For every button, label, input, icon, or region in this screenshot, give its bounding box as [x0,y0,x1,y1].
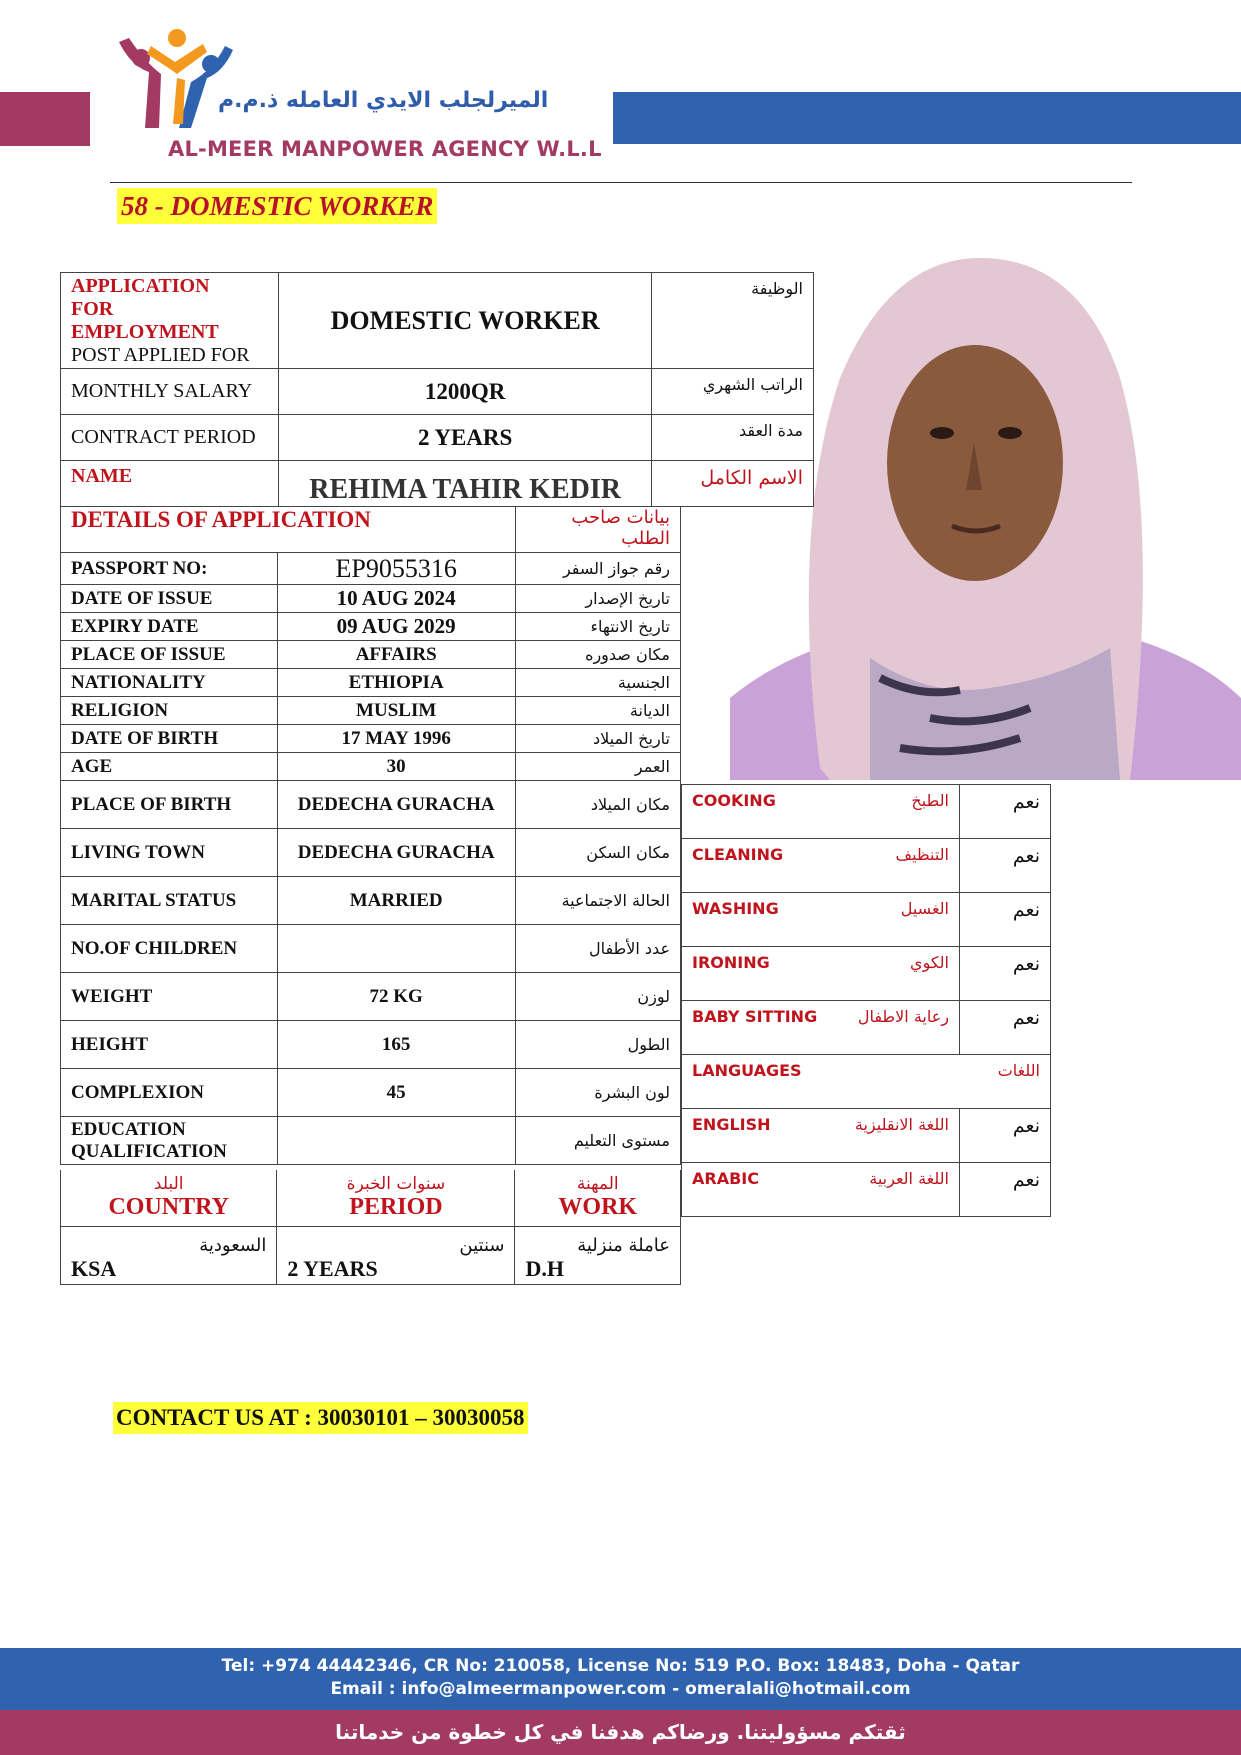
detail-value: MUSLIM [277,697,515,725]
detail-label-ar: مكان الميلاد [515,781,680,829]
skill-yes: نعم [960,947,1051,1001]
language-yes: نعم [960,1163,1051,1217]
page-title: 58 - DOMESTIC WORKER [117,188,437,224]
experience-table [60,1170,681,1285]
salary-label: MONTHLY SALARY [61,369,279,415]
post-label-line4: POST APPLIED FOR [71,343,250,366]
detail-value: 17 MAY 1996 [277,725,515,753]
skill-cell [682,839,960,893]
experience-period-cell [277,1226,515,1284]
language-name: ENGLISH [692,1115,771,1134]
detail-value: 72 KG [277,973,515,1021]
experience-work-ar: عاملة منزلية [577,1234,670,1256]
detail-label-ar: الديانة [515,697,680,725]
name-value: REHIMA TAHIR KEDIR [279,461,652,507]
company-logo-icon [115,28,235,136]
name-label-ar: الاسم الكامل [652,461,814,507]
experience-work-cell [515,1226,681,1284]
skill-yes: نعم [960,839,1051,893]
salary-value: 1200QR [279,369,652,415]
experience-country-cell [61,1226,277,1284]
detail-value: ETHIOPIA [277,669,515,697]
detail-label-ar: مكان صدوره [515,641,680,669]
post-label-line2: FOR [71,297,114,320]
detail-label: MARITAL STATUS [61,877,278,925]
language-cell [682,1163,960,1217]
detail-label: HEIGHT [61,1021,278,1069]
education-value [277,1117,515,1165]
details-heading-ar: بيانات صاحب الطلب [515,507,680,553]
skill-name-ar: التنظيف [895,845,949,864]
education-label-cell [61,1117,278,1165]
experience-country: KSA [71,1255,117,1281]
header-band-right [613,92,1241,144]
detail-value: MARRIED [277,877,515,925]
detail-value: 165 [277,1021,515,1069]
education-label-ar: مستوى التعليم [515,1117,680,1165]
skill-cell [682,893,960,947]
detail-label: WEIGHT [61,973,278,1021]
footer-line1: Tel: +974 44442346, CR No: 210058, License No: 519 P.O. Box: 18483, Doha - Qatar [221,1656,1020,1676]
detail-label: COMPLEXION [61,1069,278,1117]
details-table [60,506,681,1165]
skill-cell [682,1001,960,1055]
country-header-ar: البلد [153,1174,184,1195]
passport-value: EP9055316 [277,553,515,585]
detail-label-ar: العمر [515,753,680,781]
logo-arabic-text: الميرلجلب الايدي العامله ذ.م.م [218,88,549,113]
post-value: DOMESTIC WORKER [279,273,652,369]
languages-label-ar: اللغات [997,1061,1040,1080]
work-header-ar: المهنة [576,1174,619,1195]
period-header-ar: سنوات الخبرة [346,1174,446,1195]
post-label-line3: EMPLOYMENT [71,320,219,343]
skill-name: WASHING [692,899,779,918]
contact-text: CONTACT US AT : 30030101 – 30030058 [113,1402,528,1434]
contract-label-ar: مدة العقد [652,415,814,461]
name-label: NAME [61,461,279,507]
detail-label: NATIONALITY [61,669,278,697]
skill-name-ar: الكوي [910,953,949,972]
language-name: ARABIC [692,1169,759,1188]
detail-label-ar: رقم جواز السفر [515,553,680,585]
detail-label-ar: عدد الأطفال [515,925,680,973]
country-header-en: COUNTRY [108,1194,229,1221]
detail-label: AGE [61,753,278,781]
skill-yes: نعم [960,1001,1051,1055]
languages-header-cell [682,1055,1051,1109]
post-label-cell [61,273,279,369]
post-label-ar: الوظيفة [652,273,814,369]
footer-info-band [0,1648,1241,1710]
logo-english-text: AL-MEER MANPOWER AGENCY W.L.L [168,137,602,161]
experience-country-ar: السعودية [199,1234,267,1256]
period-header-en: PERIOD [349,1194,443,1221]
detail-label-ar: تاريخ الإصدار [515,585,680,613]
contract-label: CONTRACT PERIOD [61,415,279,461]
detail-label: PASSPORT NO: [61,553,278,585]
experience-period-ar: سنتين [459,1234,505,1256]
skill-name: BABY SITTING [692,1007,818,1026]
detail-label: LIVING TOWN [61,829,278,877]
post-label-line1: APPLICATION [71,274,210,297]
detail-value: 30 [277,753,515,781]
experience-period: 2 YEARS [287,1255,378,1281]
skill-yes: نعم [960,893,1051,947]
country-header [61,1170,277,1226]
period-header [277,1170,515,1226]
header-band-left [0,92,90,146]
detail-label: RELIGION [61,697,278,725]
skill-cell [682,785,960,839]
detail-label-ar: الجنسية [515,669,680,697]
application-header-table [60,272,814,507]
salary-label-ar: الراتب الشهري [652,369,814,415]
detail-label-ar: الطول [515,1021,680,1069]
detail-label-ar: لون البشرة [515,1069,680,1117]
skills-table [681,784,1051,1217]
detail-label-ar: لوزن [515,973,680,1021]
footer-slogan: ثقتكم مسؤوليتنا. ورضاكم هدفنا في كل خطوة من خدماتنا [0,1710,1241,1755]
detail-value [277,925,515,973]
detail-value: DEDECHA GURACHA [277,781,515,829]
detail-value: 10 AUG 2024 [277,585,515,613]
footer-line2: Email : info@almeermanpower.com - omeralali@hotmail.com [330,1679,911,1699]
skill-name-ar: الغسيل [900,899,949,918]
detail-label: NO.OF CHILDREN [61,925,278,973]
detail-label-ar: تاريخ الانتهاء [515,613,680,641]
detail-label-ar: الحالة الاجتماعية [515,877,680,925]
detail-value: 45 [277,1069,515,1117]
education-label-line2: QUALIFICATION [71,1140,227,1162]
contract-value: 2 YEARS [279,415,652,461]
work-header-en: WORK [558,1194,638,1221]
detail-label: DATE OF ISSUE [61,585,278,613]
languages-label: LANGUAGES [692,1061,802,1080]
detail-value: 09 AUG 2029 [277,613,515,641]
skill-name-ar: الطبخ [911,791,949,810]
details-heading: DETAILS OF APPLICATION [61,507,516,553]
detail-label: PLACE OF BIRTH [61,781,278,829]
detail-value: DEDECHA GURACHA [277,829,515,877]
detail-label-ar: مكان السكن [515,829,680,877]
skill-name: CLEANING [692,845,784,864]
language-cell [682,1109,960,1163]
skill-name: IRONING [692,953,770,972]
detail-label-ar: تاريخ الميلاد [515,725,680,753]
language-name-ar: اللغة العربية [869,1169,949,1188]
detail-label: DATE OF BIRTH [61,725,278,753]
language-name-ar: اللغة الانقليزية [854,1115,949,1134]
skill-yes: نعم [960,785,1051,839]
language-yes: نعم [960,1109,1051,1163]
experience-work: D.H [525,1255,564,1281]
detail-label: PLACE OF ISSUE [61,641,278,669]
education-label-line1: EDUCATION [71,1118,186,1140]
skill-name-ar: رعاية الاطفال [857,1007,949,1026]
detail-value: AFFAIRS [277,641,515,669]
work-header [515,1170,681,1226]
detail-label: EXPIRY DATE [61,613,278,641]
skill-cell [682,947,960,1001]
divider-line [110,182,1132,183]
skill-name: COOKING [692,791,776,810]
